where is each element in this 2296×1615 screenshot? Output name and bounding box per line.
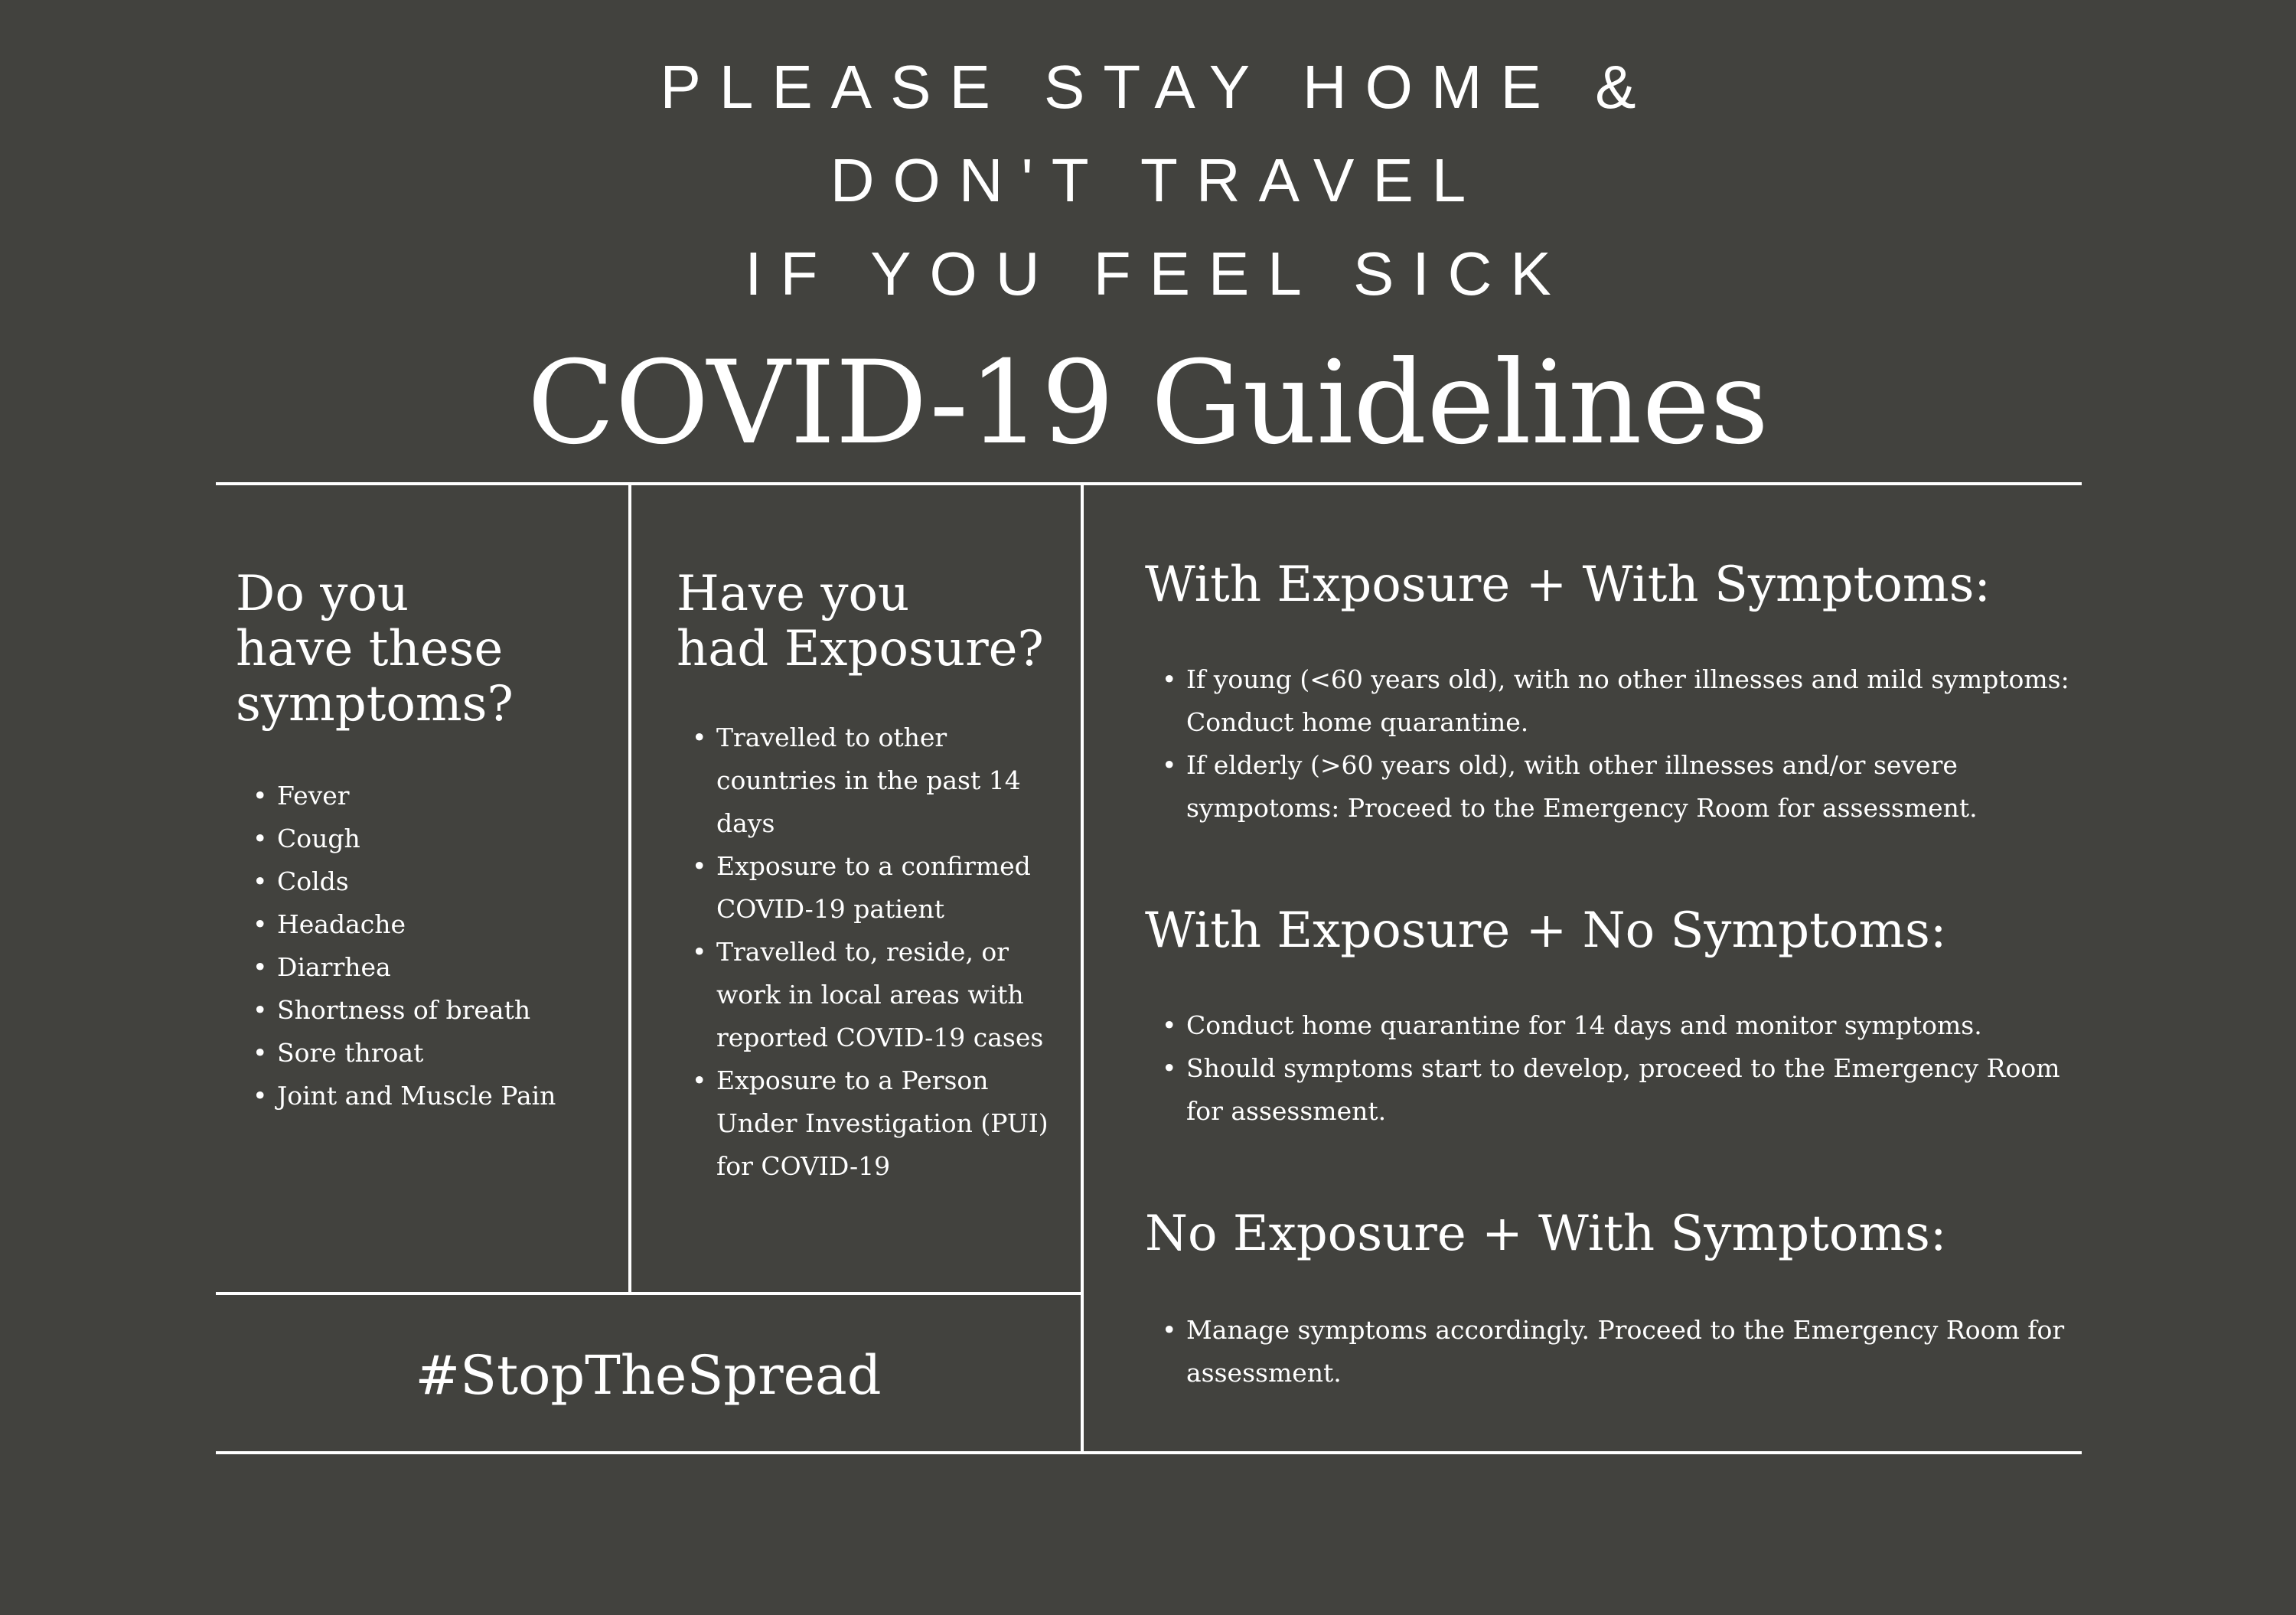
list-item: • Exposure to a Person Under Investigation (PUI) for COVID-19 [692, 1059, 1075, 1188]
list-item: • Diarrhea [253, 946, 620, 989]
list-item: • Manage symptoms accordingly. Proceed to the Emergency Room for assessment. [1162, 1309, 2080, 1395]
page-title: COVID-19 Guidelines [527, 337, 1769, 470]
list-item: • Cough [253, 817, 620, 860]
column-divider-1 [628, 484, 631, 1294]
hashtag-text: #StopTheSpread [415, 1344, 882, 1407]
top-divider [216, 482, 2082, 485]
list-item: • Shortness of breath [253, 989, 620, 1032]
symptoms-list [253, 775, 620, 1117]
headline-line-2: DON'T TRAVEL [830, 146, 1485, 214]
guidance-list-1 [1162, 658, 2080, 830]
headline-line-3: IF YOU FEEL SICK [745, 240, 1570, 308]
guidance-heading-1: With Exposure + With Symptoms: [1145, 556, 1991, 613]
footer-divider [216, 1292, 1082, 1295]
exposure-heading: Have you had Exposure? [677, 566, 1044, 677]
list-item: • If elderly (>60 years old), with other illnesses and/or severe sympotoms: Proceed to the Emergency Room for assessment. [1162, 744, 2080, 830]
list-item: • Sore throat [253, 1032, 620, 1075]
list-item: • If young (<60 years old), with no other illnesses and mild symptoms: Conduct home quarantine. [1162, 658, 2080, 744]
list-item: • Exposure to a confirmed COVID-19 patient [692, 845, 1075, 931]
symptoms-heading: Do you have these symptoms? [236, 566, 514, 732]
guidance-heading-2: With Exposure + No Symptoms: [1145, 902, 1947, 959]
list-item: • Should symptoms start to develop, proceed to the Emergency Room for assessment. [1162, 1047, 2080, 1133]
guidance-list-2 [1162, 1004, 2080, 1133]
headline-line-1: PLEASE STAY HOME & [660, 53, 1655, 121]
list-item: • Conduct home quarantine for 14 days and monitor symptoms. [1162, 1004, 2080, 1047]
guidance-list-3 [1162, 1309, 2080, 1395]
list-item: • Headache [253, 903, 620, 946]
column-divider-2 [1081, 484, 1084, 1453]
list-item: • Fever [253, 775, 620, 817]
list-item: • Travelled to other countries in the past 14 days [692, 716, 1075, 845]
guidance-heading-3: No Exposure + With Symptoms: [1145, 1206, 1947, 1262]
list-item: • Colds [253, 860, 620, 903]
list-item: • Travelled to, reside, or work in local areas with reported COVID-19 cases [692, 931, 1075, 1059]
exposure-list [692, 716, 1075, 1188]
bottom-divider [216, 1451, 2082, 1454]
list-item: • Joint and Muscle Pain [253, 1075, 620, 1117]
